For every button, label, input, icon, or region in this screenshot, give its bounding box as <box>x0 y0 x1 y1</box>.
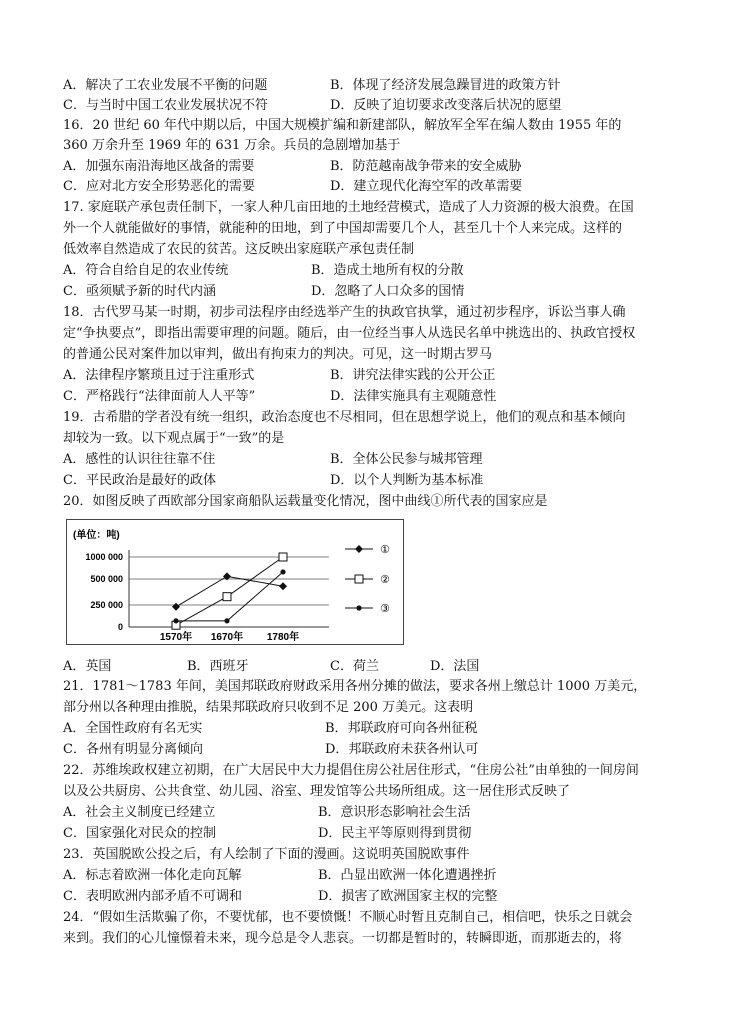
q24-stem-line: 24．“假如生活欺骗了你，不要忧郁，也不要愤慨！不顺心时暂且克制自己，相信吧，快乐之日就会 <box>63 910 633 925</box>
q17-option-b: B．造成土地所有权的分散 <box>311 263 464 278</box>
q20-stem: 20．如图反映了西欧部分国家商船队运载量变化情况，图中曲线①所代表的国家应是 <box>63 494 548 509</box>
q17-stem-line: 17. 家庭联产承包责任制下，一家人种几亩田地的土地经营模式，造成了人力资源的极大浪费。在国 <box>63 200 634 215</box>
q21-stem-line: 21．1781～1783 年间，美国邦联政府财政采用各州分摊的做法，要求各州上缴总计 1000 万美元， <box>63 679 647 694</box>
q23-option-c: C．表明欧洲内部矛盾不可调和 <box>63 889 242 904</box>
q18-stem-line: 定“争执要点”，即指出需要审理的问题。随后，由一位经当事人从选民名单中挑选出的、执政官授权 <box>63 326 636 341</box>
q15-option-a: A．解决了工农业发展不平衡的问题 <box>63 78 268 93</box>
x-tick-label: 1570年 <box>159 632 193 643</box>
legend-label: ③ <box>380 603 390 615</box>
q19-option-b: B．全体公民参与城邦管理 <box>330 452 483 467</box>
q16-stem-line: 360 万余升至 1969 年的 631 万余。兵员的急剧增加基于 <box>63 138 401 153</box>
legend-marker <box>356 605 361 610</box>
q17-stem-line: 外一个人就能做好的事情，就能种的田地，到了中国却需要几个人，甚至几十个人来完成。这样的 <box>63 221 623 236</box>
q20-chart-svg <box>67 520 403 644</box>
q22-option-d: D．民主平等原则得到贯彻 <box>318 826 472 841</box>
q21-option-a: A．全国性政府有名无实 <box>63 721 203 736</box>
series-line-2 <box>176 557 283 625</box>
q21-stem-line: 部分州以各种理由推脱，结果邦联政府只收到不足 200 万美元。这表明 <box>63 700 474 715</box>
q16-option-b: B．防范越南战争带来的安全威胁 <box>330 159 522 174</box>
q23-stem: 23．英国脱欧公投之后，有人绘制了下面的漫画。这说明英国脱欧事件 <box>63 847 470 862</box>
q15-option-b: B．体现了经济发展急躁冒进的政策方针 <box>330 78 561 93</box>
q21-option-b: B．邦联政府可向各州征税 <box>325 721 478 736</box>
q22-stem-line: 以及公共厨房、公共食堂、幼儿园、浴室、理发馆等公共场所组成。这一居住形式反映了 <box>63 784 571 799</box>
q19-stem-line: 19．古希腊的学者没有统一组织，政治态度也不尽相同，但在思想学说上，他们的观点和基本倾向 <box>63 410 626 425</box>
legend-marker <box>355 545 363 553</box>
series-2-point <box>223 593 231 601</box>
q22-option-c: C．国家强化对民众的控制 <box>63 826 216 841</box>
series-1-point <box>172 603 180 611</box>
q18-option-d: D．法律实施具有主观随意性 <box>330 389 497 404</box>
q22-option-b: B．意识形态影响社会生活 <box>318 805 471 820</box>
q18-option-a: A．法律程序繁琐且过于注重形式 <box>63 368 255 383</box>
q21-option-d: D．邦联政府未获各州认可 <box>325 742 479 757</box>
q19-stem-line: 却较为一致。以下观点属于“一致”的是 <box>63 431 285 446</box>
legend-label: ① <box>380 544 390 556</box>
series-1-point <box>279 582 287 590</box>
q23-option-a: A．标志着欧洲一体化走向瓦解 <box>63 868 242 883</box>
legend-marker <box>355 575 363 583</box>
chart-unit-label: (单位：吨) <box>73 530 120 541</box>
q23-option-d: D．损害了欧洲国家主权的完整 <box>318 889 498 904</box>
q20-option-d: D．法国 <box>430 659 480 674</box>
q16-option-a: A．加强东南沿海地区战备的需要 <box>63 159 255 174</box>
q24-stem-line: 来到。我们的心儿憧憬着未来，现今总是令人悲哀。一切都是暂时的，转瞬即逝，而那逝去的，将 <box>63 931 623 946</box>
series-3-point <box>173 618 178 623</box>
q17-option-c: C．亟须赋予新的时代内涵 <box>63 284 216 299</box>
q15-option-d: D．反映了迫切要求改变落后状况的愿望 <box>330 98 562 113</box>
q21-option-c: C．各州有明显分离倾向 <box>63 742 203 757</box>
q18-option-b: B．讲究法律实践的公开公正 <box>330 368 496 383</box>
q22-stem-line: 22．苏维埃政权建立初期，在广大居民中大力提倡住房公社居住形式，“住房公社”由单独的一间房间 <box>63 763 639 778</box>
y-tick-label: 500 000 <box>90 574 123 584</box>
q20-chart <box>66 519 404 645</box>
q19-option-d: D．以个人判断为基本标准 <box>330 473 484 488</box>
q18-option-c: C．严格践行“法律面前人人平等” <box>63 389 256 404</box>
q17-option-d: D．忽略了人口众多的国情 <box>311 284 465 299</box>
y-tick-label: 1000 000 <box>85 552 123 562</box>
q19-option-c: C．平民政治是最好的政体 <box>63 473 216 488</box>
q23-option-b: B．凸显出欧洲一体化遭遇挫折 <box>318 868 497 883</box>
series-3-point <box>280 569 285 574</box>
q17-option-a: A．符合自给自足的农业传统 <box>63 263 229 278</box>
q16-stem-line: 16．20 世纪 60 年代中期以后，中国大规模扩编和新建部队，解放军全军在编人数由 1955 年的 <box>63 118 622 133</box>
q17-stem-line: 低效率自然造成了农民的贫苦。这反映出家庭联产承包责任制 <box>63 242 415 257</box>
q16-option-d: D．建立现代化海空军的改革需要 <box>330 179 523 194</box>
legend-label: ② <box>380 574 390 586</box>
q15-option-c: C．与当时中国工农业发展状况不符 <box>63 98 268 113</box>
q20-option-b: B．西班牙 <box>187 659 249 674</box>
q16-option-c: C．应对北方安全形势恶化的需要 <box>63 179 255 194</box>
series-3-point <box>224 618 229 623</box>
q19-option-a: A．感性的认识往往靠不住 <box>63 452 216 467</box>
y-tick-label: 0 <box>117 622 123 632</box>
x-tick-label: 1780年 <box>266 632 300 643</box>
q20-option-c: C．荷兰 <box>330 659 379 674</box>
x-tick-label: 1670年 <box>210 632 244 643</box>
y-tick-label: 250 000 <box>90 600 123 610</box>
series-2-point <box>279 553 287 561</box>
series-line-1 <box>176 576 283 606</box>
q20-option-a: A．英国 <box>63 659 112 674</box>
q22-option-a: A．社会主义制度已经建立 <box>63 805 216 820</box>
q18-stem-line: 18．古代罗马某一时期，初步司法程序由经选举产生的执政官执掌，通过初步程序，诉讼当事人确 <box>63 305 626 320</box>
q18-stem-line: 的普通公民对案件加以审判，做出有拘束力的判决。可见，这一时期古罗马 <box>63 347 493 362</box>
